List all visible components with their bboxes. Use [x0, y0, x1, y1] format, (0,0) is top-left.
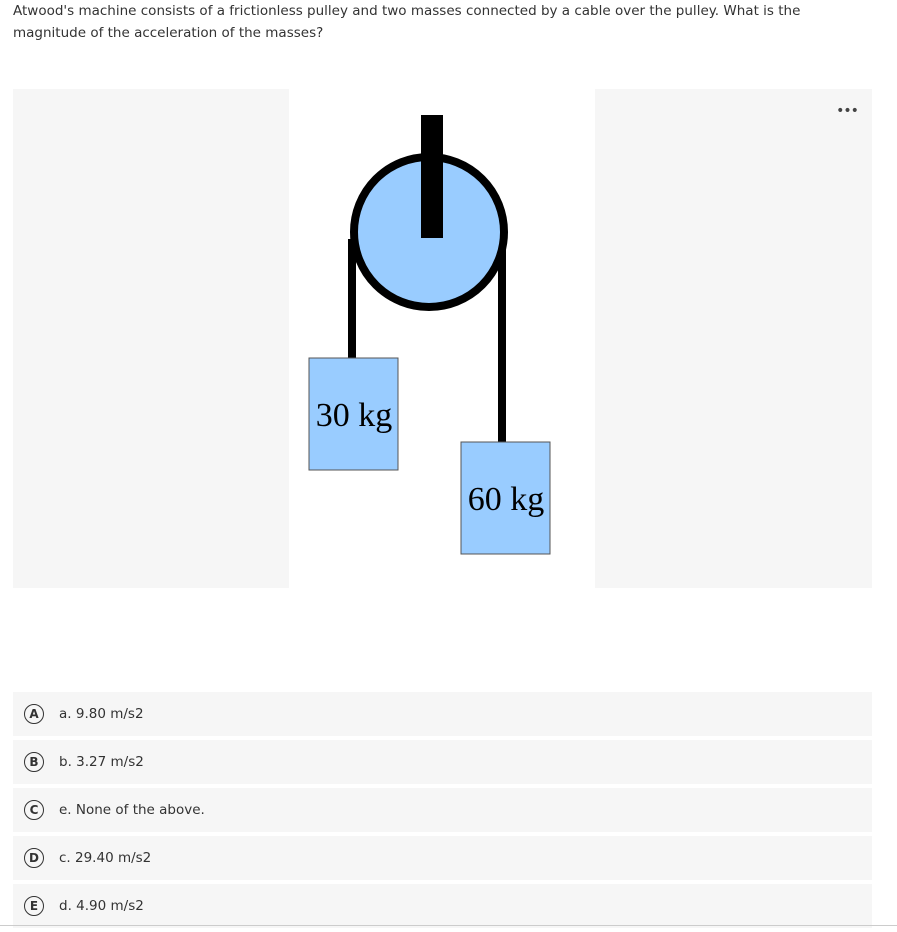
- option-letter-badge: C: [24, 800, 44, 820]
- option-text: d. 4.90 m/s2: [59, 898, 144, 914]
- option-text: b. 3.27 m/s2: [59, 754, 144, 770]
- option-c[interactable]: [13, 788, 872, 832]
- more-options-icon[interactable]: •••: [836, 103, 858, 119]
- figure-panel-right: [595, 89, 872, 588]
- option-letter-badge: A: [24, 704, 44, 724]
- bottom-divider: [0, 925, 897, 926]
- figure-panel-left: [13, 89, 289, 588]
- left-mass-label: 30 kg: [315, 397, 393, 434]
- pulley-support-rod: [421, 115, 443, 238]
- right-mass-label: 60 kg: [467, 481, 545, 518]
- option-letter-badge: E: [24, 896, 44, 916]
- option-letter-badge: B: [24, 752, 44, 772]
- right-rope: [498, 239, 506, 445]
- option-text: e. None of the above.: [59, 802, 205, 818]
- option-d[interactable]: [13, 836, 872, 880]
- option-e[interactable]: [13, 884, 872, 928]
- option-text: c. 29.40 m/s2: [59, 850, 152, 866]
- option-b[interactable]: [13, 740, 872, 784]
- option-text: a. 9.80 m/s2: [59, 706, 144, 722]
- right-mass: [461, 442, 550, 554]
- question-text: Atwood's machine consists of a frictionless pulley and two masses connected by a cable over the pulley. What is the magnitude of the acceleration of the masses?: [13, 3, 801, 41]
- option-letter-badge: D: [24, 848, 44, 868]
- left-mass: [309, 358, 398, 470]
- option-a[interactable]: [13, 692, 872, 736]
- answer-options: [13, 692, 872, 932]
- atwood-machine-diagram: [289, 89, 595, 588]
